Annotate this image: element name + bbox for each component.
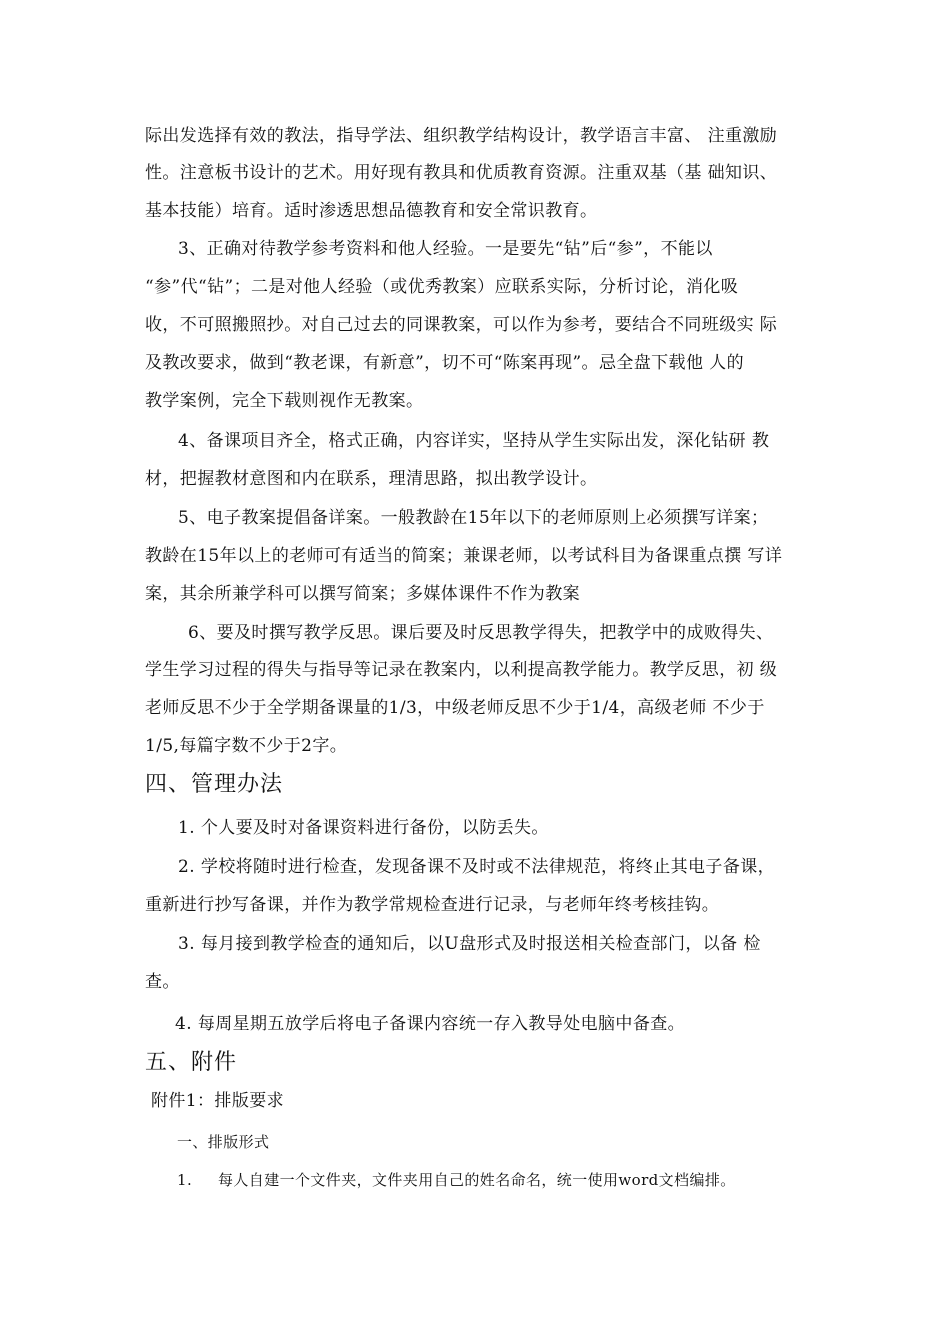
list-item: 4. 每周星期五放学后将电子备课内容统一存入教导处电脑中备查。	[175, 1014, 686, 1034]
paragraph-line: 老师反思不少于全学期备课量的1/3，中级老师反思不少于1/4，高级老师 不少于	[145, 698, 765, 718]
list-item: 重新进行抄写备课，并作为教学常规检查进行记录，与老师年终考核挂钩。	[145, 895, 720, 915]
list-item: 2. 学校将随时进行检查，发现备课不及时或不法律规范，将终止其电子备课，	[178, 857, 776, 877]
item-text: 每人自建一个文件夹，文件夹用自己的姓名命名，统一使用word文档编排。	[218, 1171, 736, 1189]
sub-heading: 一、排版形式	[177, 1133, 270, 1151]
paragraph-line: 6、要及时撰写教学反思。课后要及时反思教学得失，把教学中的成败得失、	[188, 623, 774, 643]
section-heading: 五、附件	[145, 1050, 238, 1075]
paragraph-line: 基本技能）培育。适时渗透思想品德教育和安全常识教育。	[145, 201, 598, 221]
paragraph-line: 4、备课项目齐全，格式正确，内容详实，坚持从学生实际出发，深化钻研 教	[178, 431, 770, 451]
paragraph-line: 际出发选择有效的教法，指导学法、组织教学结构设计，教学语言丰富、 注重激励	[145, 126, 778, 146]
paragraph-line: 教龄在15年以上的老师可有适当的简案；兼课老师，以考试科目为备课重点撰 写详	[145, 546, 783, 566]
paragraph-line: 及教改要求，做到“教老课，有新意”，切不可“陈案再现”。忌全盘下载他 人的	[145, 353, 744, 373]
paragraph-line: 1/5,每篇字数不少于2字。	[145, 736, 348, 756]
paragraph-line: 材，把握教材意图和内在联系，理清思路，拟出教学设计。	[145, 469, 598, 489]
item-number: 1.	[177, 1171, 193, 1189]
list-item: 3. 每月接到教学检查的通知后，以U盘形式及时报送相关检查部门，以备 检	[178, 934, 761, 954]
paragraph-line: “参”代“钻”；二是对他人经验（或优秀教案）应联系实际，分析讨论，消化吸	[145, 277, 739, 297]
paragraph-line: 3、正确对待教学参考资料和他人经验。一是要先“钻”后“参”，不能以	[178, 239, 713, 259]
list-item: 查。	[145, 972, 180, 992]
paragraph-line: 案，其余所兼学科可以撰写简案；多媒体课件不作为教案	[145, 584, 580, 604]
paragraph-line: 教学案例，完全下载则视作无教案。	[145, 391, 424, 411]
paragraph-line: 性。注意板书设计的艺术。用好现有教具和优质教育资源。注重双基（基 础知识、	[145, 163, 778, 183]
attachment-title: 附件1：排版要求	[151, 1091, 285, 1111]
paragraph-line: 收，不可照搬照抄。对自己过去的同课教案，可以作为参考，要结合不同班级实 际	[145, 315, 778, 335]
section-heading: 四、管理办法	[145, 772, 284, 797]
paragraph-line: 5、电子教案提倡备详案。一般教龄在15年以下的老师原则上必须撰写详案；	[178, 508, 769, 528]
list-item: 1. 个人要及时对备课资料进行备份，以防丢失。	[178, 818, 549, 838]
paragraph-line: 学生学习过程的得失与指导等记录在教案内，以利提高教学能力。教学反思，初 级	[145, 660, 778, 680]
